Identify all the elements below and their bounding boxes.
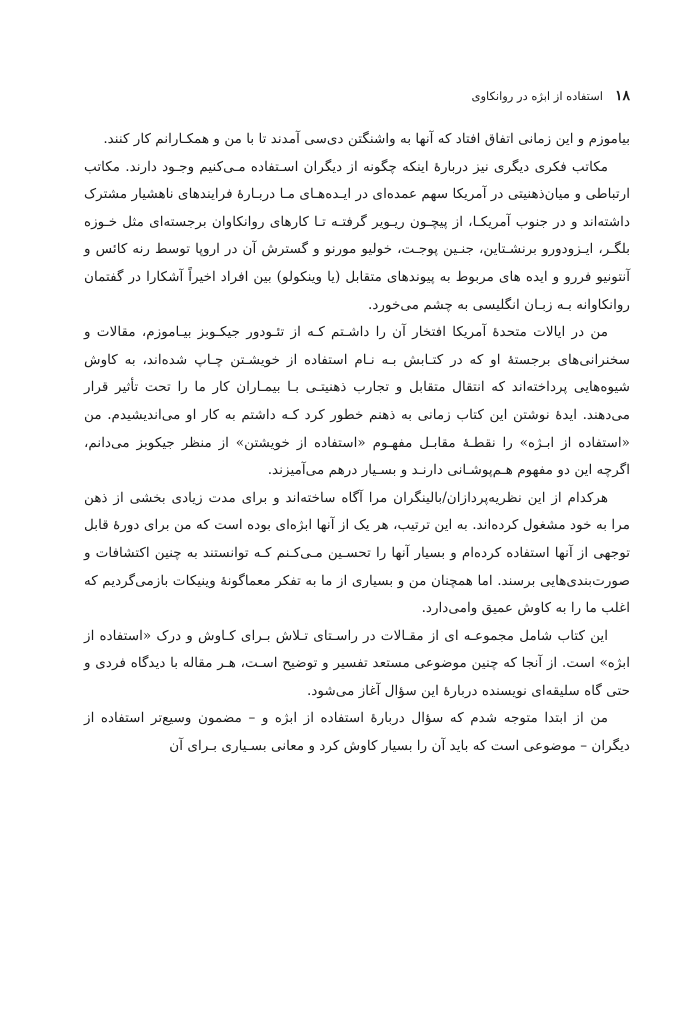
running-title: استفاده از ابژه در روانکاوی <box>471 89 603 103</box>
paragraph-theorists: هرکدام از این نظریه‌پردازان/بالینگران مرا آگاه ساخته‌اند و برای مدت زیادی بخشی از ذهن مرا به خود مشغول کرده‌اند. به این ترتیب، هر یک از آنها ابژه‌ای بوده است که من برای دورهٔ قابل توجهی از آنها استفاده کرده‌ام و بسیار آنها را تحسـین مـی‌کـنم کـه توانستند به چنین اکتشافات و صورت‌بندی‌هایی برسند. اما همچنان من و بسیاری از ما به تفکر معماگونهٔ وینیکات بازمی‌گردیم که اغلب ما را به کاوش عمیق وامی‌دارد. <box>84 489 630 617</box>
page-number: ۱۸ <box>614 88 630 104</box>
book-page <box>84 88 630 761</box>
paragraph-closing: من از ابتدا متوجه شدم که سؤال دربارهٔ استفاده از ابژه و – مضمون وسیع‌تر استفاده از دیگران – موضوعی است که باید آن را بسیار کاوش کرد و معانی بسـیاری بـرای آن <box>84 710 630 755</box>
paragraph-book-contents: این کتاب شامل مجموعـه ای از مقـالات در راسـتای تـلاش بـرای کـاوش و درک «استفاده از ابژه» است. از آنجا که چنین موضوعی مستعد تفسیر و توضیح اسـت، هـر مقاله با دیدگاه فردی و حتی گاه سلیقه‌ای نویسنده دربارهٔ این سؤال آغاز می‌شود. <box>84 627 630 699</box>
paragraph-continued: بیاموزم و این زمانی اتفاق افتاد که آنها به واشنگتن دی‌سی آمدند تا با من و همکـارانم کار کنند. <box>103 131 630 147</box>
paragraph-schools-of-thought: مکاتب فکری دیگری نیز دربارهٔ اینکه چگونه از دیگران اسـتفاده مـی‌کنیم وجـود دارند. مکاتب ارتباطی و میان‌ذهنیتی در آمریکا سهم عمده‌ای در ایـده‌هـای مـا دربـارهٔ فرایندهای ناهشیار مشترک داشته‌اند و در جنوب آمریکـا، از پیچـون ریـویر گرفتـه تـا کارهای روانکاوان برجسته‌ای مثل خـوزه بلگـر، ایـزودورو برنشـتاین، جنـین پوجـت، خولیو مورنو و گسترش آن در اروپا توسط رنه کائس و آنتونیو فررو و ایده های مربوط به پیوندهای متقابل (یا وینکولو) بین افراد اخیراً آشکارا در گفتمان روانکاوانه بـه زبـان انگلیسی به چشم می‌خورد. <box>84 158 630 313</box>
paragraph-jacobs: من در ایالات متحدهٔ آمریکا افتخار آن را داشـتم کـه از تئـودور جیکـوبز بیـاموزم، مقالات و سخنرانی‌های برجستهٔ او که در کتـابش بـه نـام استفاده از خویشـتن چـاپ شده‌اند، به کاوش شیوه‌هایی پرداخته‌اند که انتقال متقابل و تجارب ذهنیتـی بـا بیمـاران کار ما را تحت تأثیر قرار می‌دهند. ایدهٔ نوشتن این کتاب زمانی به ذهنم خطور کرد کـه داشتم به کار او می‌اندیشیدم. من «استفاده از ابـژه» را نقطـهٔ مقابـل مفهـوم «استفاده از خویشتن» از منظر جیکوبز می‌دانم، اگرچه این دو مفهوم هـم‌پوشـانی دارنـد و بسـیار درهم می‌آمیزند. <box>84 324 630 479</box>
running-head <box>84 88 630 110</box>
